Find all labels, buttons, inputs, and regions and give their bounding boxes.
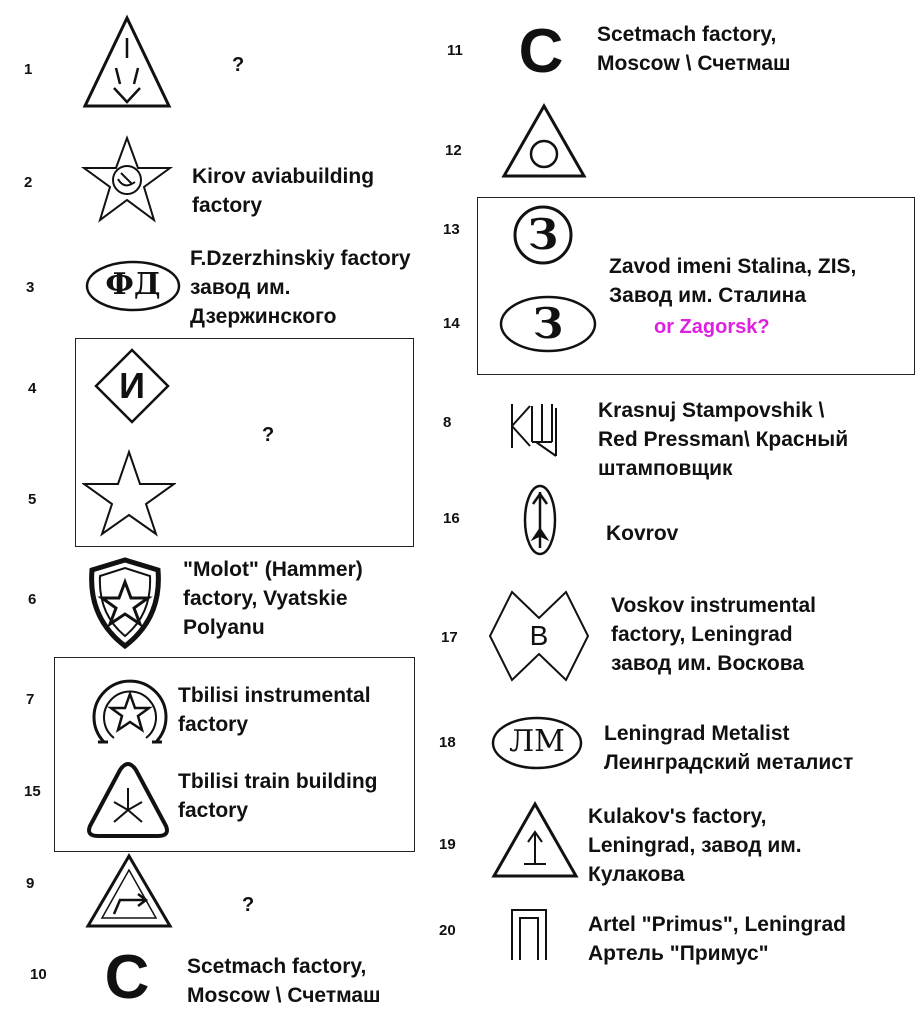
triangle-circle-mark-icon (500, 102, 588, 180)
entry-description: F.Dzerzhinskiy factory завод им. Дзержинского (190, 247, 411, 328)
shield-star-mark-icon (82, 556, 168, 650)
letter-c-mark-icon: C (104, 943, 150, 1012)
ks-monogram-mark-icon (506, 398, 564, 460)
triangle-up-arrow-mark-icon (490, 800, 580, 880)
mark-letters: ФД (105, 267, 161, 302)
mark-letters: ЛМ (509, 724, 565, 759)
entry-number: 18 (439, 734, 456, 751)
entry-number: 4 (28, 380, 37, 397)
entry-description: Kirov aviabuilding factory (192, 165, 375, 217)
entry-number: 14 (443, 315, 460, 332)
mark-letters: B (529, 620, 549, 651)
entry-description: Leningrad Metalist Леинградский металист (604, 722, 854, 774)
unknown-label: ? (242, 894, 255, 916)
diamond-i-mark-icon (94, 348, 170, 424)
star-hammer-sickle-icon (80, 132, 174, 228)
hexagon-b-mark-icon (488, 588, 590, 684)
mark-letters: З (532, 299, 564, 348)
entry-description: Artel "Primus", Leningrad Артель "Примус" (588, 913, 846, 965)
circle-z-mark-icon (512, 204, 574, 266)
entry-number: 1 (24, 61, 33, 78)
entry-description: Tbilisi instrumental factory (178, 684, 371, 736)
entry-number: 7 (26, 691, 35, 708)
entry-number: 15 (24, 783, 41, 800)
unknown-label: ? (262, 424, 275, 446)
entry-number: 9 (26, 875, 35, 892)
mark-letters: З (527, 210, 559, 259)
lm-oval-mark-icon (490, 715, 584, 771)
entry-description: Zavod imeni Stalina, ZIS, Завод им. Сталина (609, 255, 857, 307)
entry-description: Scetmach factory, Moscow \ Счетмаш (597, 23, 791, 75)
entry-number: 10 (30, 966, 47, 983)
entry-note: or Zagorsk? (654, 316, 770, 338)
entry-number: 2 (24, 174, 33, 191)
entry-number: 16 (443, 510, 460, 527)
oval-arrow-mark-icon (522, 482, 558, 558)
entry-description: "Molot" (Hammer) factory, Vyatskie Polyanu (183, 558, 363, 639)
entry-description: Kovrov (606, 522, 679, 545)
entry-number: 19 (439, 836, 456, 853)
mark-letters: И (119, 365, 145, 406)
entry-number: 5 (28, 491, 37, 508)
entry-number: 13 (443, 221, 460, 238)
entry-description: Kulakov's factory, Leningrad, завод им. Кулакова (588, 805, 802, 886)
entry-number: 11 (447, 42, 463, 59)
entry-number: 20 (439, 922, 456, 939)
letter-c-mark-icon: C (518, 17, 564, 86)
entry-number: 12 (445, 142, 462, 159)
fd-oval-mark-icon (84, 259, 182, 313)
entry-description: Krasnuj Stampovshik \ Red Pressman\ Красный штамповщик (598, 399, 849, 480)
arch-star-mark-icon (84, 668, 176, 746)
entry-description: Scetmach factory, Moscow \ Счетмаш (187, 955, 381, 1007)
star-outline-icon (82, 448, 176, 538)
entry-description: Tbilisi train building factory (178, 770, 378, 822)
rounded-triangle-asterisk-icon (84, 758, 172, 842)
entry-description: Voskov instrumental factory, Leningrad завод им. Воскова (611, 594, 816, 675)
triangle-bent-arrow-icon (84, 852, 174, 930)
entry-number: 17 (441, 629, 458, 646)
unknown-label: ? (232, 54, 245, 76)
pi-mark-icon (506, 904, 552, 962)
oval-z-mark-icon (498, 294, 598, 354)
triangle-arrow-mark-icon (80, 14, 174, 110)
entry-number: 3 (26, 279, 35, 296)
entry-number: 6 (28, 591, 37, 608)
entry-number: 8 (443, 414, 452, 431)
